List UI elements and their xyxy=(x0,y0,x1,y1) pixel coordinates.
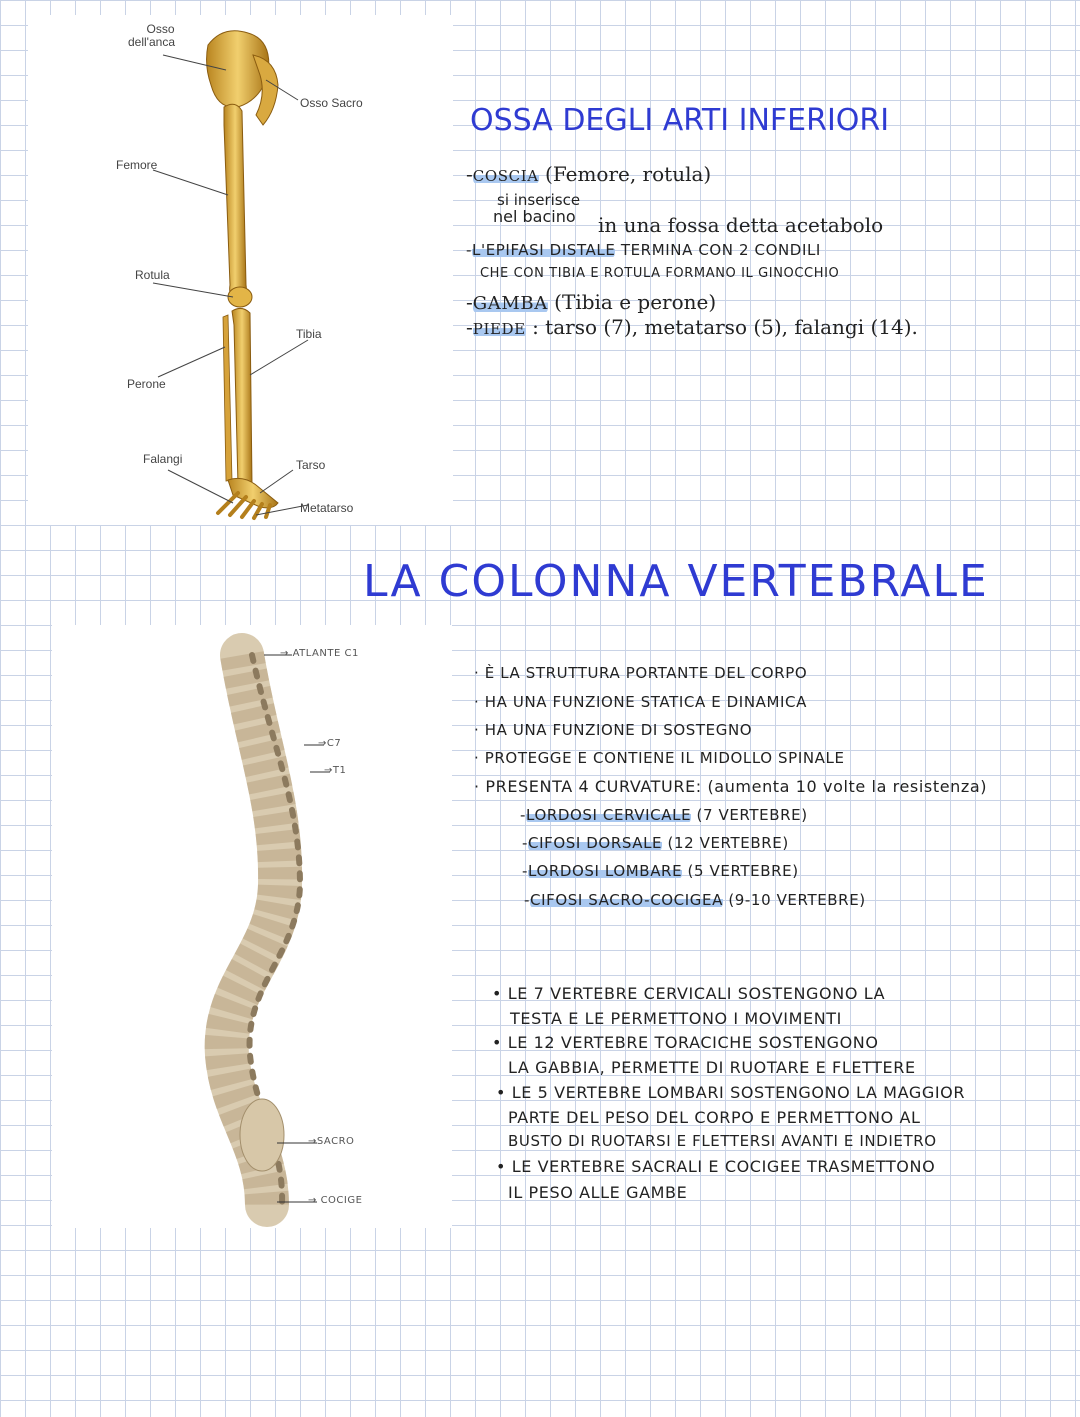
note-coscia: -COSCIA (Femore, rotula) xyxy=(466,162,712,186)
label-atlante-text: ATLANTE C1 xyxy=(292,648,359,659)
term-piede: PIEDE xyxy=(472,320,526,338)
note-coscia-rest: (Femore, rotula) xyxy=(545,162,712,186)
spine-fact-1: • LE 7 VERTEBRE CERVICALI SOSTENGONO LA xyxy=(492,984,886,1003)
label-sacro-text: SACRO xyxy=(316,1136,355,1147)
label-osso-anca-line2: dell'anca xyxy=(128,35,175,49)
curvature-1-rest: (7 VERTEBRE) xyxy=(696,806,808,824)
label-osso-anca xyxy=(128,23,175,49)
label-c7-text: C7 xyxy=(326,738,342,749)
spine-bullet-1-text: È LA STRUTTURA PORTANTE DEL CORPO xyxy=(484,664,808,682)
curvature-3-rest: (5 VERTEBRE) xyxy=(687,862,799,880)
note-piede-rest: : tarso (7), metatarso (5), falangi (14). xyxy=(532,315,918,339)
note-insert-3: in una fossa detta acetabolo xyxy=(598,213,884,237)
spine-fact-6: PARTE DEL PESO DEL CORPO E PERMETTONO AL xyxy=(508,1108,921,1127)
label-atlante: → ATLANTE C1 xyxy=(280,648,359,659)
spine-bullet-4-text: PROTEGGE E CONTIENE IL MIDOLLO SPINALE xyxy=(484,749,845,767)
spine-fact-4: LA GABBIA, PERMETTE DI RUOTARE E FLETTERE xyxy=(508,1058,916,1077)
label-cocige-text: COCIGE xyxy=(320,1195,363,1206)
spine-figure xyxy=(52,625,452,1228)
spine-fact-3: • LE 12 VERTEBRE TORACICHE SOSTENGONO xyxy=(492,1033,879,1052)
note-epifasi: -L'EPIFASI DISTALE TERMINA CON 2 CONDILI xyxy=(466,241,821,259)
note-piede: -PIEDE : tarso (7), metatarso (5), falangi (14). xyxy=(466,315,918,339)
spine-bullet-5: · PRESENTA 4 CURVATURE: (aumenta 10 volte la resistenza) xyxy=(474,777,988,796)
spine-bullet-2: · HA UNA FUNZIONE STATICA E DINAMICA xyxy=(474,693,807,711)
curvature-4-rest: (9-10 VERTEBRE) xyxy=(728,891,866,909)
curvature-1: -LORDOSI CERVICALE (7 VERTEBRE) xyxy=(520,806,808,824)
leg-skeleton-figure xyxy=(28,15,453,525)
spine-bullet-4: · PROTEGGE E CONTIENE IL MIDOLLO SPINALE xyxy=(474,749,845,767)
spine-fact-8: • LE VERTEBRE SACRALI E COCIGEE TRASMETTONO xyxy=(496,1157,936,1176)
spine-fact-9: IL PESO ALLE GAMBE xyxy=(508,1183,688,1202)
label-metatarso: Metatarso xyxy=(300,501,354,515)
label-t1: →T1 xyxy=(324,765,347,776)
curvature-4-term: CIFOSI SACRO-COCIGEA xyxy=(530,891,723,909)
label-femore: Femore xyxy=(116,158,158,172)
spine-fact-5: • LE 5 VERTEBRE LOMBARI SOSTENGONO LA MAGGIOR xyxy=(496,1083,966,1102)
note-epifasi-line2: CHE CON TIBIA E ROTULA FORMANO IL GINOCCHIO xyxy=(480,266,840,281)
spine-bullet-3: · HA UNA FUNZIONE DI SOSTEGNO xyxy=(474,721,753,739)
term-coscia: COSCIA xyxy=(472,167,539,185)
note-gamba: -GAMBA (Tibia e perone) xyxy=(466,290,717,314)
note-gamba-rest: (Tibia e perone) xyxy=(554,290,717,314)
label-falangi: Falangi xyxy=(143,452,183,466)
spine-bullet-1: · È LA STRUTTURA PORTANTE DEL CORPO xyxy=(474,664,808,682)
label-t1-text: T1 xyxy=(332,765,347,776)
spine-bullet-2-text: HA UNA FUNZIONE STATICA E DINAMICA xyxy=(484,693,807,711)
curvature-2: -CIFOSI DORSALE (12 VERTEBRE) xyxy=(522,834,789,852)
label-perone: Perone xyxy=(127,377,166,391)
note-insert-1: si inserisce xyxy=(497,191,581,209)
label-rotula: Rotula xyxy=(135,268,170,282)
spine-bullet-3-text: HA UNA FUNZIONE DI SOSTEGNO xyxy=(484,721,753,739)
lower-limbs-title: OSSA DEGLI ARTI INFERIORI xyxy=(470,103,890,138)
label-tarso: Tarso xyxy=(296,458,326,472)
curvature-2-term: CIFOSI DORSALE xyxy=(528,834,663,852)
spine-fact-7: BUSTO DI RUOTARSI E FLETTERSI AVANTI E INDIETRO xyxy=(508,1132,937,1150)
leg-skeleton-illustration xyxy=(28,15,453,525)
label-c7: →C7 xyxy=(318,738,342,749)
curvature-2-rest: (12 VERTEBRE) xyxy=(667,834,789,852)
curvature-3-term: LORDOSI LOMBARE xyxy=(528,862,683,880)
note-epifasi-rest: TERMINA CON 2 CONDILI xyxy=(620,241,821,259)
label-tibia: Tibia xyxy=(296,327,322,341)
term-epifasi: L'EPIFASI DISTALE xyxy=(472,241,616,259)
term-gamba: GAMBA xyxy=(472,293,548,314)
label-osso-sacro: Osso Sacro xyxy=(300,96,363,110)
note-insert-2: nel bacino xyxy=(493,207,576,226)
curvature-4: -CIFOSI SACRO-COCIGEA (9-10 VERTEBRE) xyxy=(524,891,866,909)
label-cocige: → COCIGE xyxy=(308,1195,363,1206)
spine-title: LA COLONNA VERTEBRALE xyxy=(363,556,989,607)
spine-illustration xyxy=(52,625,452,1228)
label-osso-anca-line1: Osso xyxy=(146,22,175,36)
curvature-1-term: LORDOSI CERVICALE xyxy=(526,806,692,824)
spine-fact-2: TESTA E LE PERMETTONO I MOVIMENTI xyxy=(510,1009,842,1028)
spine-bullet-5-text: PRESENTA 4 CURVATURE: (aumenta 10 volte la resistenza) xyxy=(485,777,988,796)
curvature-3: -LORDOSI LOMBARE (5 VERTEBRE) xyxy=(522,862,799,880)
label-sacro: →SACRO xyxy=(308,1136,355,1147)
